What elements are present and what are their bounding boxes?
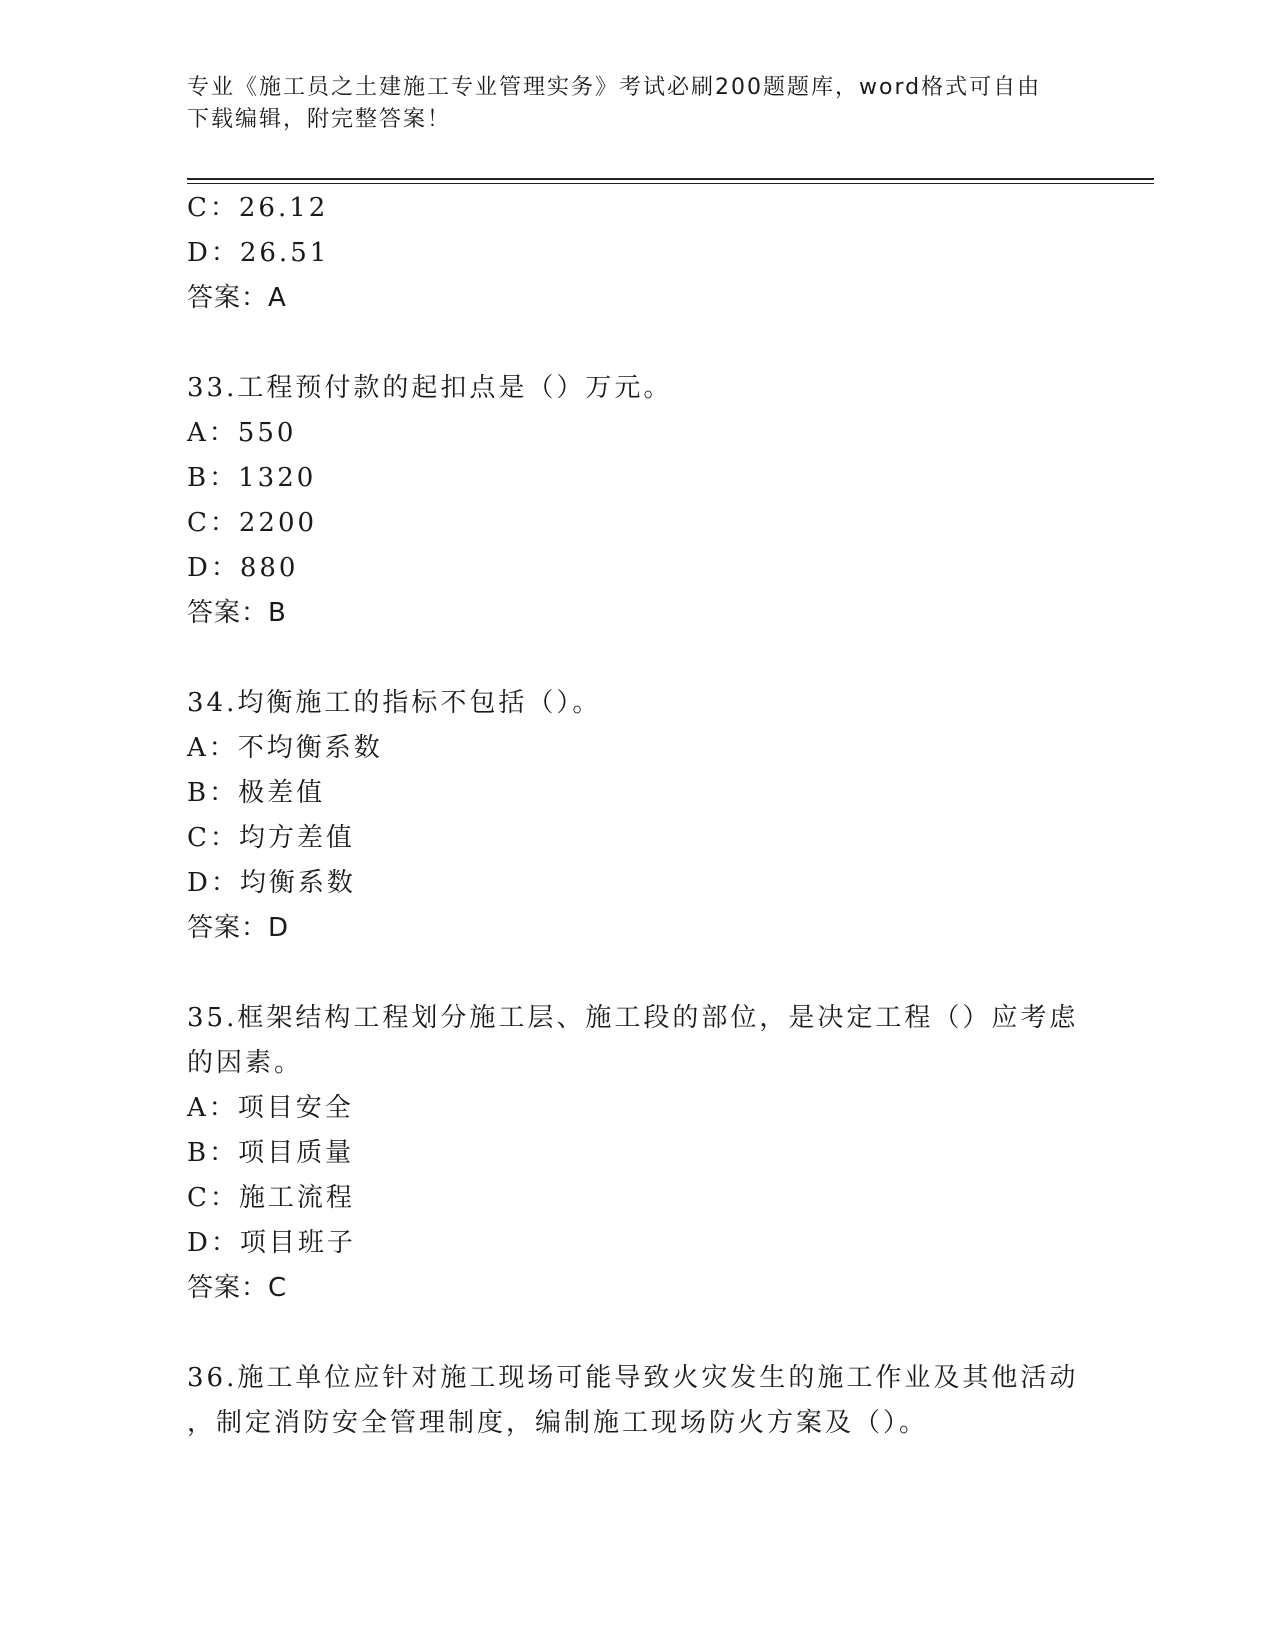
q34-answer: 答案：D xyxy=(187,913,290,943)
q34-question: 34.均衡施工的指标不包括（）。 xyxy=(187,688,602,718)
prev-option-c: C：26.12 xyxy=(187,193,329,223)
prev-answer: 答案：A xyxy=(187,283,287,313)
q35-option-d: D：项目班子 xyxy=(187,1228,356,1258)
q33-option-b: B：1320 xyxy=(187,463,317,493)
header-divider-thin xyxy=(187,183,1154,184)
q36-question-line-1: 36.施工单位应针对施工现场可能导致火灾发生的施工作业及其他活动 xyxy=(187,1363,1079,1393)
header-line-2: 下载编辑，附完整答案！ xyxy=(187,107,452,132)
q33-option-a: A：550 xyxy=(187,418,297,448)
prev-option-d: D：26.51 xyxy=(187,238,330,268)
q34-option-b: B：极差值 xyxy=(187,778,326,808)
q34-option-a: A：不均衡系数 xyxy=(187,733,383,763)
q34-option-c: C：均方差值 xyxy=(187,823,355,853)
q35-option-b: B：项目质量 xyxy=(187,1138,355,1168)
q33-option-c: C：2200 xyxy=(187,508,318,538)
q35-option-a: A：项目安全 xyxy=(187,1093,354,1123)
q35-question-line-2: 的因素。 xyxy=(187,1048,304,1078)
q36-question-line-2: ，制定消防安全管理制度，编制施工现场防火方案及（）。 xyxy=(187,1408,929,1438)
q35-option-c: C：施工流程 xyxy=(187,1183,355,1213)
document-header xyxy=(187,72,1067,136)
header-line-1: 专业《施工员之土建施工专业管理实务》考试必刷200题题库，word格式可自由 xyxy=(187,75,1042,100)
q35-answer: 答案：C xyxy=(187,1273,288,1303)
q33-answer: 答案：B xyxy=(187,598,287,628)
q33-question: 33.工程预付款的起扣点是（）万元。 xyxy=(187,373,673,403)
q35-question-line-1: 35.框架结构工程划分施工层、施工段的部位，是决定工程（）应考虑 xyxy=(187,1003,1079,1033)
q33-option-d: D：880 xyxy=(187,553,299,583)
q34-option-d: D：均衡系数 xyxy=(187,868,356,898)
header-divider-thick xyxy=(187,178,1154,180)
